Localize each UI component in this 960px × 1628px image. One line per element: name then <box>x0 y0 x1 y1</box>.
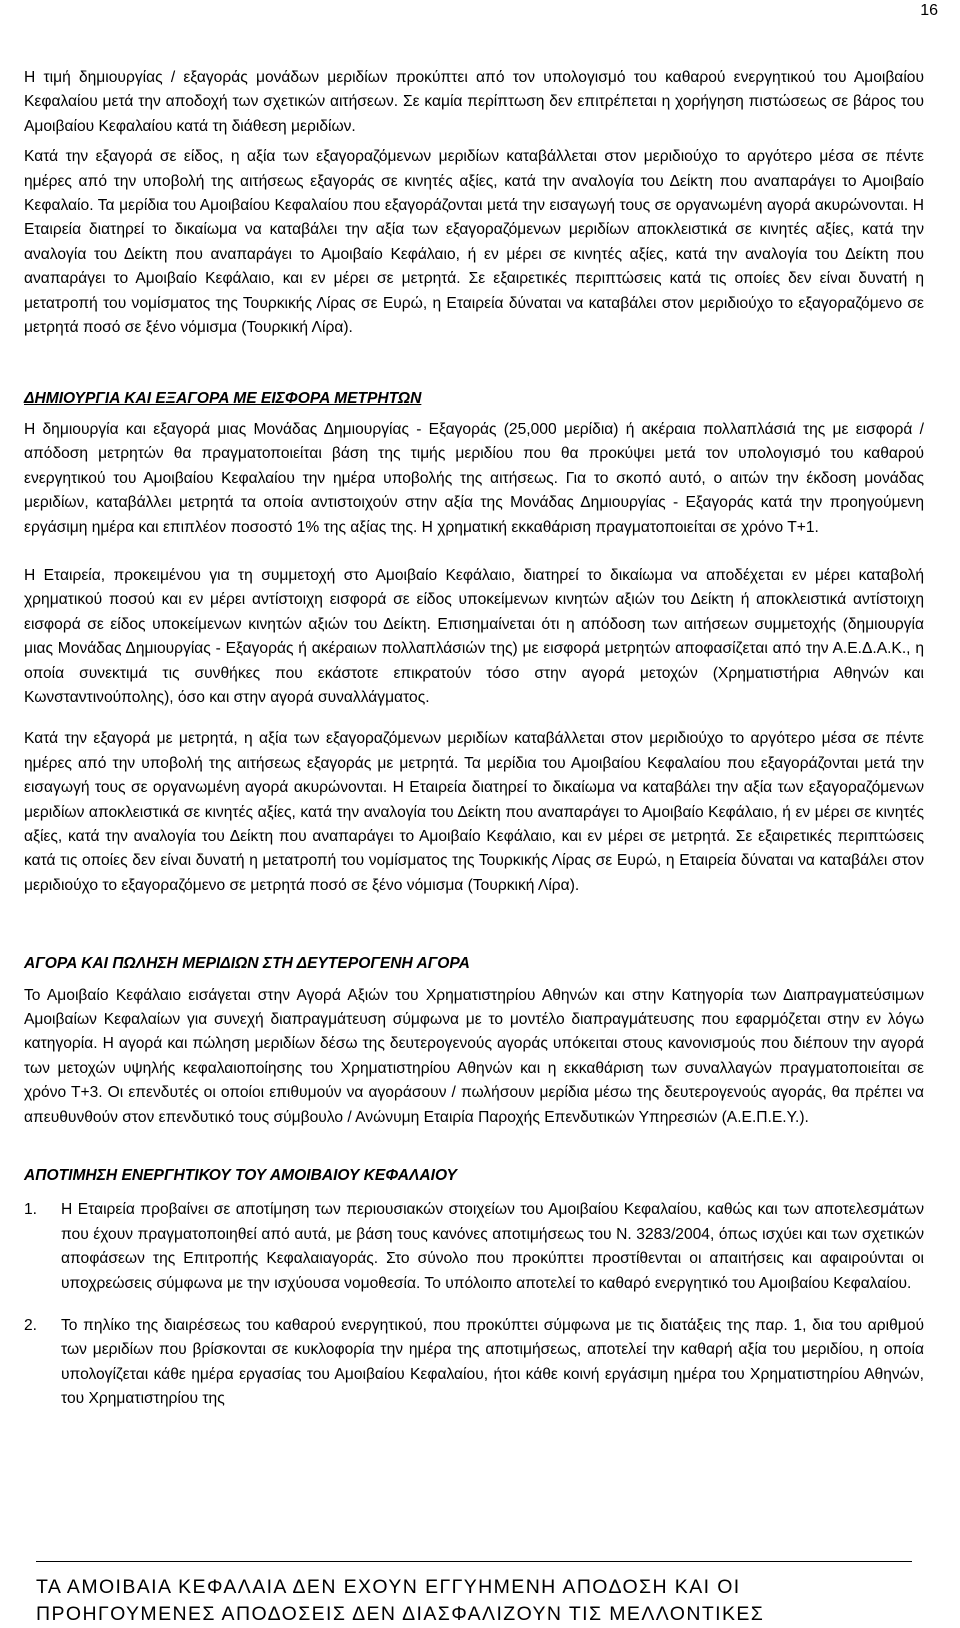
footer-disclaimer <box>36 1574 936 1628</box>
list-item-text: Η Εταιρεία προβαίνει σε αποτίμηση των περιουσιακών στοιχείων του Αμοιβαίου Κεφαλαίου, καθώς και των αποτελεσμάτων που έχουν πραγματοποιηθεί από αυτά, με βάση τους κανόνες αποτιμήσεως του Ν. 3283/2004, όπως ισχύει και των σχετικών αποφάσεων της Επιτροπής Κεφαλαιαγοράς. Στο σύνολο που προκύπτει προστίθενται οι απαιτήσεις και αφαιρούνται οι υποχρεώσεις σύμφωνα με την ισχύουσα νομοθεσία. Το υπόλοιπο αποτελεί το καθαρό ενεργητικό του Αμοιβαίου Κεφαλαίου. <box>61 1201 924 1292</box>
paragraph-cash-creation: Η δημιουργία και εξαγορά μιας Μονάδας Δημιουργίας - Εξαγοράς (25,000 μερίδια) ή ακέραια πολλαπλάσιά της με εισφορά / απόδοση μετρητών θα πραγματοποιείται βάση της τιμής μεριδίου που θα προκύψει μετά τον υπολογισμό του καθαρού ενεργητικού του Αμοιβαίου Κεφαλαίου την ημέρα υποβολής της αιτήσεως. Για το σκοπό αυτό, ο αιτών την έκδοση μονάδας μεριδίων, καταβάλλει μετρητά τα οποία αντιστοιχούν στην αξία της Μονάδας Δημιουργίας - Εξαγοράς κατά την προηγούμενη εργάσιμη ημέρα και επιπλέον ποσοστό 1% της αξίας της. Η χρηματική εκκαθάριση πραγματοποιείται σε χρόνο Τ+1. <box>24 420 924 536</box>
section-heading-cash: ΔΗΜΙΟΥΡΓΙΑ ΚΑΙ ΕΞΑΓΟΡΑ ΜΕ ΕΙΣΦΟΡΑ ΜΕΤΡΗΤΩΝ <box>24 390 422 408</box>
list-item <box>24 1314 924 1412</box>
paragraph-secondary-market: Το Αμοιβαίο Κεφάλαιο εισάγεται στην Αγορά Αξιών του Χρηματιστηρίου Αθηνών και στην Κατηγορία των Διαπραγματεύσιμων Αμοιβαίων Κεφαλαίων για συνεχή διαπραγμάτευση σύμφωνα με το μοντέλο διαπραγμάτευσης που εφαρμόζεται στην εν λόγω κατηγορία. Η αγορά και πώληση μεριδίων δέσω της δευτερογενούς αγοράς υπόκειται στους κανονισμούς που διέπουν την αγορά των μετοχών υψηλής κεφαλαιοποίησης του Χρηματιστηρίου Αθηνών και η εκκαθάριση των συναλλαγών πραγματοποιείται σε χρόνο Τ+3. Οι επενδυτές οι οποίοι επιθυμούν να αγοράσουν / πωλήσουν μερίδια μέσω της δευτερογενούς αγοράς, θα πρέπει να απευθυνθούν στον επενδυτικό τους σύμβουλο / Ανώνυμη Εταιρία Παροχής Επενδυτικών Υπηρεσιών (Α.Ε.Π.Ε.Υ.). <box>24 986 924 1126</box>
paragraph-share-price: Η τιμή δημιουργίας / εξαγοράς μονάδων μεριδίων προκύπτει από τον υπολογισμό του καθαρού ενεργητικού του Αμοιβαίου Κεφαλαίου μετά την αποδοχή των σχετικών αιτήσεων. Σε καμία περίπτωση δεν επιτρέπεται η χορήγηση πιστώσεως σε βάρος του Αμοιβαίου Κεφαλαίου κατά τη διάθεση μεριδίων. <box>24 69 924 135</box>
page-number: 16 <box>920 2 938 19</box>
valuation-list <box>24 1198 924 1411</box>
list-item-text: Το πηλίκο της διαιρέσεως του καθαρού ενεργητικού, που προκύπτει σύμφωνα με τις διατάξεις της παρ. 1, δια του αριθμού των μεριδίων που βρίσκονται σε κυκλοφορία την ημέρα της αποτιμήσεως, αποτελεί την καθαρή αξία του μεριδίου, η οποία υπολογίζεται κάθε ημέρα εργασίας του Αμοιβαίου Κεφαλαίου, ήτοι κάθε κοινή εργάσιμη ημέρα του Χρηματιστηρίου Αθηνών, του Χρηματιστηρίου της <box>61 1317 924 1408</box>
section-heading-valuation: ΑΠΟΤΙΜΗΣΗ ΕΝΕΡΓΗΤΙΚΟΥ ΤΟΥ ΑΜΟΙΒΑΙΟΥ ΚΕΦΑΛΑΙΟΥ <box>24 1167 457 1185</box>
paragraph-cash-contribution: Η Εταιρεία, προκειμένου για τη συμμετοχή στο Αμοιβαίο Κεφάλαιο, διατηρεί το δικαίωμα να αποδέχεται εν μέρει καταβολή χρηματικού ποσού και εν μέρει αντίστοιχη εισφορά σε είδος υποκείμενων κινητών αξιών του Δείκτη ή αποκλειστικά αντίστοιχη εισφορά σε είδος υποκείμενων κινητών αξιών του Δείκτη. Επισημαίνεται ότι η απόδοση των αιτήσεων συμμετοχής (δημιουργία μιας Μονάδας Δημιουργίας - Εξαγοράς ή ακέραιων πολλαπλάσιών της) με εισφορά μετρητών αποφασίζεται από την Α.Ε.Δ.Α.Κ., η οποία συνεκτιμά τις συνθήκες που εκάστοτε επικρατούν τόσο στην αγορά μετοχών (Χρηματιστήρια Αθηνών και Κωνσταντινούπολης), όσο και στην αγορά συναλλάγματος. <box>24 566 924 706</box>
list-item-number: 2. <box>24 1317 38 1335</box>
footer-line-1: ΤΑ ΑΜΟΙΒΑΙΑ ΚΕΦΑΛΑΙΑ ΔΕΝ ΕΧΟΥΝ ΕΓΓΥΗΜΕΝΗ ΑΠΟΔΟΣΗ ΚΑΙ ΟΙ <box>36 1576 741 1598</box>
paragraph-in-kind-redemption: Κατά την εξαγορά σε είδος, η αξία των εξαγοραζόμενων μεριδίων καταβάλλεται στον μεριδιούχο το αργότερο μέσα σε πέντε ημέρες από την υποβολή της αιτήσεως εξαγοράς σε κινητές αξίες, κατά την αναλογία του Δείκτη που αναπαράγει το Αμοιβαίο Κεφαλαίο. Τα μερίδια του Αμοιβαίου Κεφαλαίου που εξαγοράζονται μετά την εισαγωγή τους σε οργανωμένη αγορά ακυρώνονται. Η Εταιρεία διατηρεί το δικαίωμα να καταβάλει την αξία των εξαγοραζόμενων μεριδίων αποκλειστικά σε κινητές αξίες, κατά την αναλογία του Δείκτη που αναπαράγει το Αμοιβαίο Κεφάλαιο, ή εν μέρει σε κινητές αξίες, κατά την αναλογία του Δείκτη που αναπαράγει το Αμοιβαίο Κεφάλαιο, και εν μέρει σε μετρητά. Σε εξαιρετικές περιπτώσεις κατά τις οποίες δεν είναι δυνατή η μετατροπή του νομίσματος της Τουρκικής Λίρας σε Ευρώ, η Εταιρεία δύναται να καταβάλει στον μεριδιούχο το εξαγοραζόμενο σε μετρητά ποσό σε ξένο νόμισμα (Τουρκική Λίρα). <box>24 148 924 337</box>
list-item-number: 1. <box>24 1201 38 1219</box>
document-body <box>24 66 924 1412</box>
section-heading-secondary-market: ΑΓΟΡΑ ΚΑΙ ΠΩΛΗΣΗ ΜΕΡΙΔΙΩΝ ΣΤΗ ΔΕΥΤΕΡΟΓΕΝΗ ΑΓΟΡΑ <box>24 955 470 973</box>
paragraph-cash-redemption: Κατά την εξαγορά με μετρητά, η αξία των εξαγοραζόμενων μεριδίων καταβάλλεται στον μεριδιούχο το αργότερο μέσα σε πέντε ημέρες από την υποβολή της αιτήσεως εξαγοράς με μετρητά. Τα μερίδια του Αμοιβαίου Κεφαλαίου που εξαγοράζονται μετά την εισαγωγή τους σε οργανωμένη αγορά ακυρώνονται. Η Εταιρεία διατηρεί το δικαίωμα να καταβάλει την αξία των εξαγοραζόμενων μεριδίων αποκλειστικά σε κινητές αξίες, κατά την αναλογία του Δείκτη που αναπαράγει το Αμοιβαίο Κεφάλαιο, ή εν μέρει σε κινητές αξίες, κατά την αναλογία του Δείκτη που αναπαράγει το Αμοιβαίο Κεφάλαιο, και εν μέρει σε μετρητά. Σε εξαιρετικές περιπτώσεις κατά τις οποίες δεν είναι δυνατή η μετατροπή του νομίσματος της Τουρκικής Λίρας σε Ευρώ, η Εταιρεία δύναται να καταβάλει στον μεριδιούχο το εξαγοραζόμενο σε μετρητά ποσό σε ξένο νόμισμα (Τουρκική Λίρα). <box>24 730 924 894</box>
footer-divider <box>36 1561 912 1562</box>
footer-line-2: ΠΡΟΗΓΟΥΜΕΝΕΣ ΑΠΟΔΟΣΕΙΣ ΔΕΝ ΔΙΑΣΦΑΛΙΖΟΥΝ ΤΙΣ ΜΕΛΛΟΝΤΙΚΕΣ <box>36 1603 765 1625</box>
list-item <box>24 1198 924 1296</box>
